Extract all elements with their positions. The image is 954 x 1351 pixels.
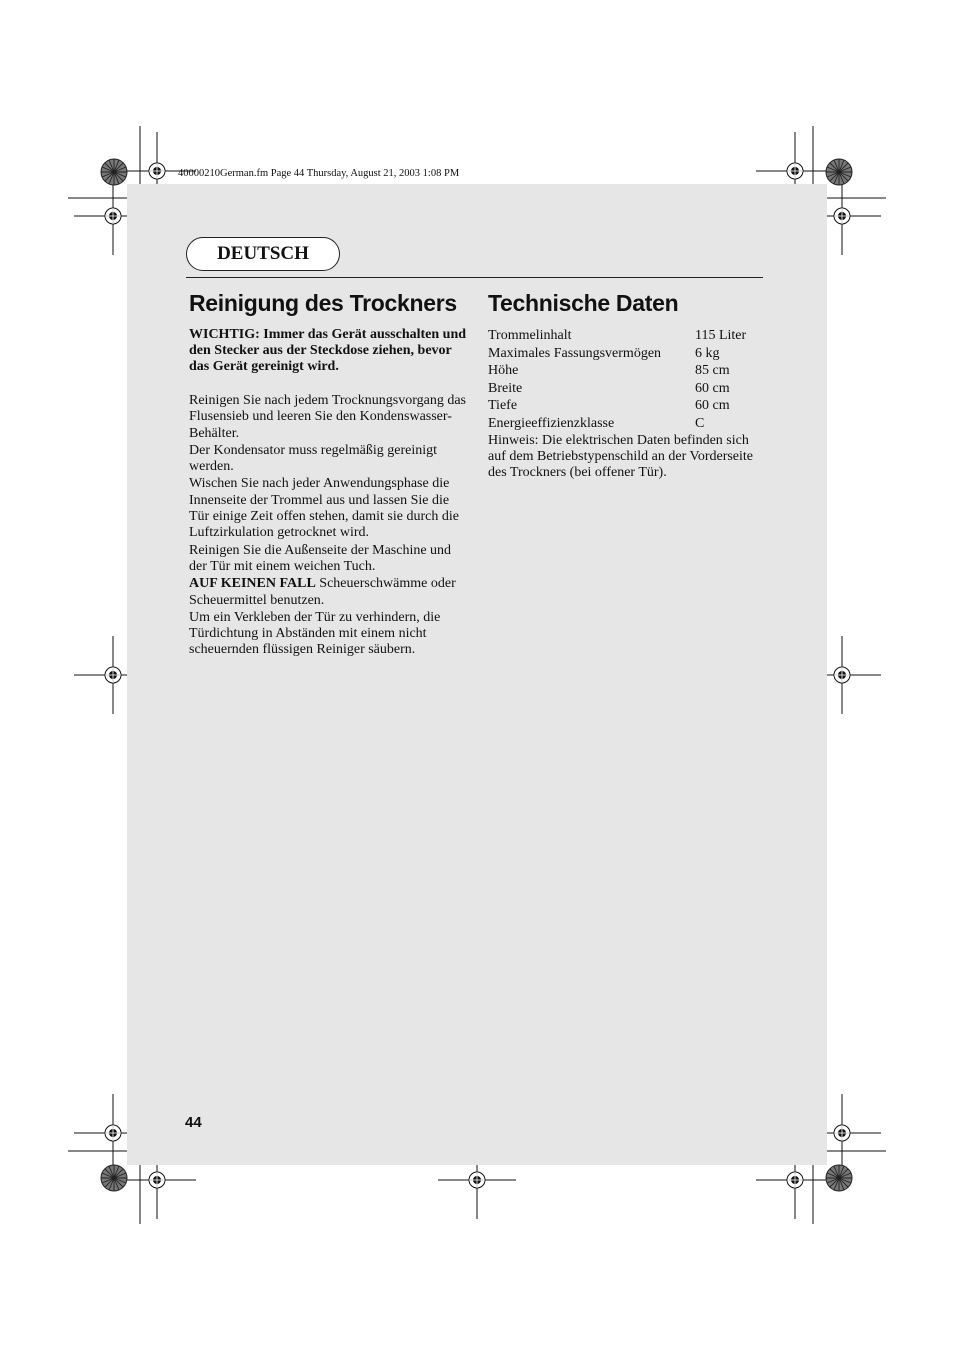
spec-value: 60 cm — [695, 398, 730, 414]
never-paragraph — [189, 576, 467, 609]
cleaning-title: Reinigung des Trockners — [189, 290, 457, 316]
spec-label: Trommelinhalt — [488, 328, 572, 343]
spec-value: C — [695, 415, 705, 431]
cleaning-paragraph: Reinigen Sie die Außenseite der Maschine und der Tür mit einem weichen Tuch. — [189, 542, 452, 574]
spec-value: 60 cm — [695, 380, 730, 396]
spec-value: 115 Liter — [695, 328, 747, 343]
spec-value: 85 cm — [695, 363, 730, 379]
table-row — [488, 415, 746, 433]
tech-note: Hinweis: Die elektrischen Daten befinden sich auf dem Betriebstypenschild an der Vorderseite des Trockners (bei offener Tür). — [488, 432, 754, 480]
table-row — [488, 397, 746, 415]
spec-value: 6 kg — [695, 345, 720, 361]
spec-label: Tiefe — [488, 398, 518, 414]
never-rest: Scheuerschwämme oder Scheuermittel benutzen. — [189, 576, 456, 608]
spec-label: Breite — [488, 380, 523, 396]
page-number: 44 — [185, 1114, 202, 1131]
spec-label: Höhe — [488, 363, 519, 379]
spec-table — [488, 327, 746, 433]
table-row — [488, 380, 746, 398]
spec-label: Energieeffizienzklasse — [488, 415, 615, 431]
file-header: 40000210German.fm Page 44 Thursday, August 21, 2003 1:08 PM — [178, 168, 460, 179]
table-row — [488, 345, 746, 363]
language-tab: DEUTSCH — [186, 237, 340, 271]
table-row — [488, 362, 746, 380]
never-emphasis: AUF KEINEN FALL — [189, 576, 316, 592]
tech-section — [488, 288, 768, 481]
cleaning-section — [189, 288, 467, 660]
header-rule — [186, 277, 763, 278]
cleaning-paragraph: Reinigen Sie nach jedem Trocknungsvorgang das Flusensieb und leeren Sie den Kondenswasser-Behälter. — [189, 393, 466, 441]
cleaning-paragraph: Um ein Verkleben der Tür zu verhindern, die Türdichtung in Abständen mit einem nicht scheuernden flüssigen Reiniger säubern. — [189, 609, 441, 658]
warning-text: WICHTIG: Immer das Gerät ausschalten und den Stecker aus der Steckdose ziehen, bevor das Gerät gereinigt wird. — [189, 327, 467, 374]
cleaning-paragraph: Wischen Sie nach jeder Anwendungsphase die Innenseite der Trommel aus und lassen Sie die Tür einige Zeit offen stehen, damit sie durch die Luftzirkulation getrocknet wird. — [189, 476, 459, 541]
cleaning-paragraph: Der Kondensator muss regelmäßig gereinigt werden. — [189, 442, 438, 475]
spec-label: Maximales Fassungsvermögen — [488, 345, 662, 361]
tech-title: Technische Daten — [488, 290, 679, 316]
table-row — [488, 327, 746, 345]
